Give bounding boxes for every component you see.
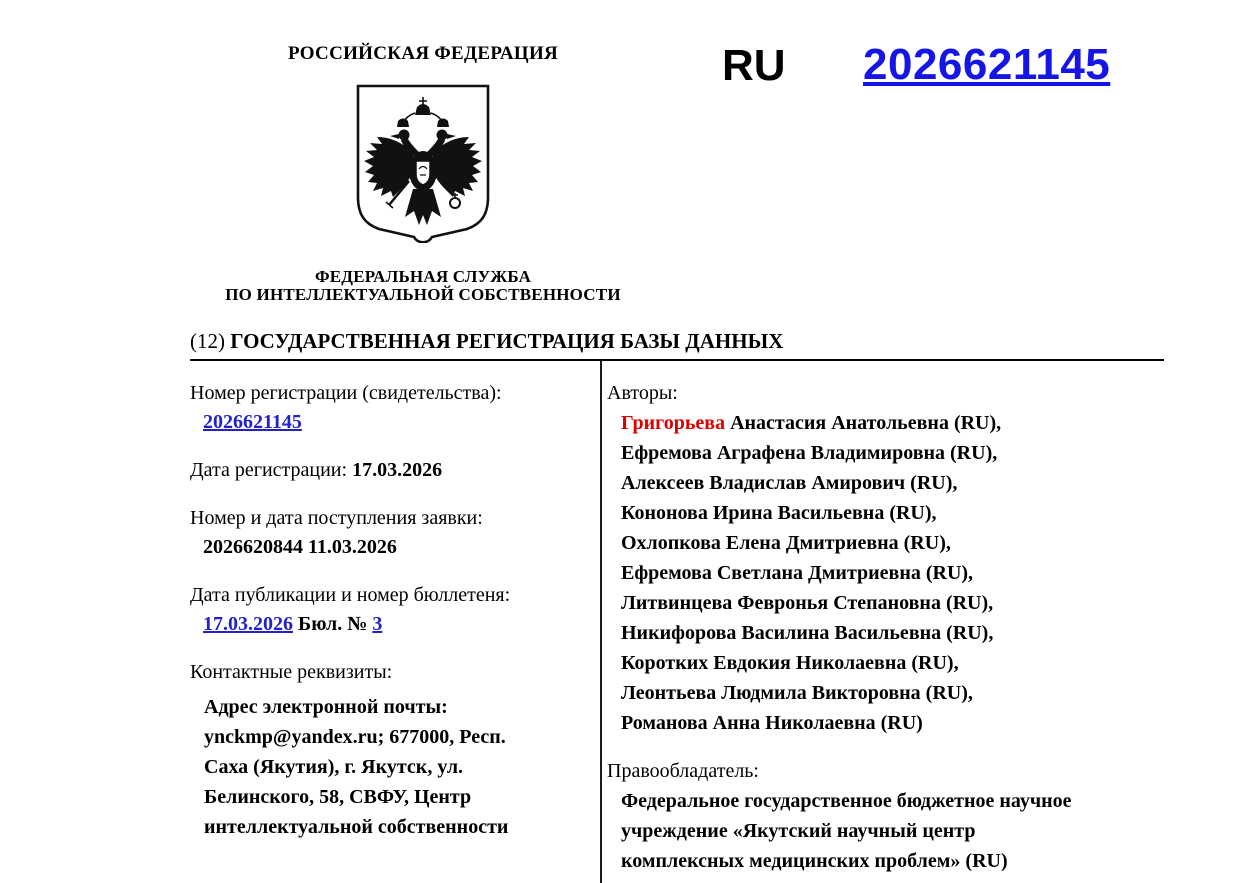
publication-date-link[interactable]: 17.03.2026 — [203, 613, 293, 635]
registration-number-link[interactable]: 2026621145 — [863, 40, 1111, 89]
agency-line2: ПО ИНТЕЛЛЕКТУАЛЬНОЙ СОБСТВЕННОСТИ — [225, 285, 621, 304]
horizontal-divider — [190, 359, 1164, 361]
author-surname-highlight: Григорьева — [621, 412, 726, 434]
registration-date-block — [190, 456, 590, 485]
right-column — [607, 379, 1169, 883]
contacts-block — [190, 658, 590, 842]
contacts-line: Белинского, 58, СВФУ, Центр — [204, 786, 472, 808]
contacts-line: ynckmp@yandex.ru; 677000, Респ. — [204, 726, 506, 748]
registration-number-block — [190, 379, 590, 437]
author-item — [607, 408, 1169, 438]
document-title — [190, 329, 1170, 353]
inid-code: (12) — [190, 329, 231, 353]
registration-number-value-link[interactable]: 2026621145 — [203, 411, 302, 433]
country-title: РОССИЙСКАЯ ФЕДЕРАЦИЯ — [287, 43, 559, 64]
author-item: Кононова Ирина Васильевна (RU), — [621, 502, 937, 524]
contacts-label: Контактные реквизиты: — [190, 661, 393, 683]
russia-coat-of-arms-icon — [353, 83, 493, 243]
publication-block — [190, 581, 590, 639]
author-item: Охлопкова Елена Дмитриевна (RU), — [621, 532, 951, 554]
left-column — [190, 379, 590, 861]
contacts-line: Саха (Якутия), г. Якутск, ул. — [204, 756, 464, 778]
authors-label: Авторы: — [607, 382, 678, 404]
author-item: Романова Анна Николаевна (RU) — [621, 712, 923, 734]
author-item: Ефремова Светлана Дмитриевна (RU), — [621, 562, 974, 584]
application-value: 2026620844 11.03.2026 — [203, 536, 397, 558]
registration-number-label: Номер регистрации (свидетельства): — [190, 382, 502, 404]
document-title-text: ГОСУДАРСТВЕННАЯ РЕГИСТРАЦИЯ БАЗЫ ДАННЫХ — [230, 329, 784, 353]
registration-date-value: 17.03.2026 — [352, 459, 443, 481]
rights-holder-line: комплексных медицинских проблем» (RU) — [621, 850, 1008, 872]
registration-date-label: Дата регистрации: — [190, 459, 353, 481]
author-item: Литвинцева Февронья Степановна (RU), — [621, 592, 994, 614]
agency-title — [190, 268, 656, 304]
country-code: RU — [722, 41, 786, 90]
bulletin-number-link[interactable]: 3 — [372, 613, 383, 635]
rights-holder-line: учреждение «Якутский научный центр — [621, 820, 976, 842]
author-item: Никифорова Василина Васильевна (RU), — [621, 622, 994, 644]
vertical-divider — [600, 361, 602, 883]
rights-holder-label: Правообладатель: — [607, 760, 759, 782]
author-item: Леонтьева Людмила Викторовна (RU), — [621, 682, 973, 704]
rights-holder-block — [607, 757, 1169, 876]
agency-line1: ФЕДЕРАЛЬНАЯ СЛУЖБА — [314, 267, 532, 286]
author-item: Ефремова Аграфена Владимировна (RU), — [621, 442, 998, 464]
authors-block — [607, 379, 1169, 738]
header — [190, 42, 656, 304]
author-item: Коротких Евдокия Николаевна (RU), — [621, 652, 959, 674]
contacts-line: Адрес электронной почты: — [204, 696, 448, 718]
author-item: Алексеев Владислав Амирович (RU), — [621, 472, 958, 494]
bulletin-label: Бюл. № — [293, 613, 373, 635]
author-name: Анастасия Анатольевна (RU), — [725, 412, 1002, 434]
application-block — [190, 504, 590, 562]
application-label: Номер и дата поступления заявки: — [190, 507, 483, 529]
publication-label: Дата публикации и номер бюллетеня: — [190, 584, 511, 606]
contacts-line: интеллектуальной собственности — [204, 816, 509, 838]
rights-holder-line: Федеральное государственное бюджетное научное — [621, 790, 1072, 812]
